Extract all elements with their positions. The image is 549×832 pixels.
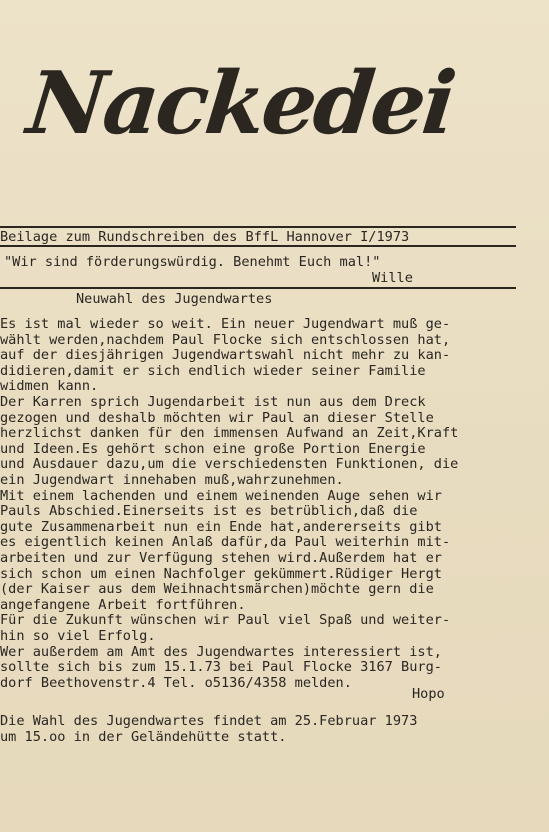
article-line: wählt werden,nachdem Paul Flocke sich entschlossen hat,	[0, 331, 451, 348]
article-line: es eigentlich keinen Anlaß dafür,da Paul weiterhin mit-	[0, 534, 451, 551]
article-signature: Hopo	[412, 686, 445, 702]
article-line: Mit einem lachenden und einem weinenden Auge sehen wir	[0, 487, 442, 504]
article-line: dorf Beethovenstr.4 Tel. o5136/4358 melden.	[0, 674, 352, 691]
article-line: auf der diesjährigen Jugendwartswahl nicht mehr zu kan-	[0, 347, 451, 364]
article-line: und Ideen.Es gehört schon eine große Portion Energie	[0, 440, 426, 457]
closing-line-1: Die Wahl des Jugendwartes findet am 25.Februar 1973	[0, 713, 418, 729]
subtitle-line: Beilage zum Rundschreiben des BffL Hannover I/1973	[0, 229, 410, 245]
top-rule	[0, 226, 516, 228]
motto-quote: "Wir sind förderungswürdig. Benehmt Euch mal!"	[4, 254, 381, 270]
article-line: Der Karren sprich Jugendarbeit ist nun aus dem Dreck	[0, 394, 426, 410]
article-line: sollte sich bis zum 15.1.73 bei Paul Flocke 3167 Burg-	[0, 659, 442, 676]
article-line: Wer außerdem am Amt des Jugendwartes interessiert ist,	[0, 643, 442, 660]
closing-line-2: um 15.oo in der Geländehütte statt.	[0, 729, 287, 745]
article-line: Pauls Abschied.Einerseits ist es betrüblich,daß die	[0, 503, 418, 520]
article-line: ein Jugendwart innehaben muß,wahrzunehmen.	[0, 472, 344, 488]
motto-rule	[0, 287, 516, 289]
masthead-title: Nackedei	[22, 53, 458, 154]
article-line: und Ausdauer dazu,um die verschiedensten Funktionen, die	[0, 456, 459, 473]
article-line: arbeiten und zur Verfügung stehen wird.Außerdem hat er	[0, 550, 442, 566]
article-line: hin so viel Erfolg.	[0, 628, 156, 644]
subtitle-rule	[0, 245, 516, 247]
motto-author: Wille	[372, 270, 413, 286]
article-line: angefangene Arbeit fortführen.	[0, 596, 246, 613]
article-line: Für die Zukunft wünschen wir Paul viel Spaß und weiter-	[0, 612, 451, 629]
article-line: sich schon um einen Nachfolger gekümmert.Rüdiger Hergt	[0, 565, 442, 582]
article-line: widmen kann.	[0, 378, 99, 395]
article-heading: Neuwahl des Jugendwartes	[76, 291, 273, 307]
article-line: gezogen und deshalb möchten wir Paul an dieser Stelle	[0, 409, 434, 426]
article-line: gute Zusammenarbeit nun ein Ende hat,andererseits gibt	[0, 518, 442, 535]
article-line: (der Kaiser aus dem Weihnachtsmärchen)möchte gern die	[0, 581, 434, 598]
article-line: Es ist mal wieder so weit. Ein neuer Jugendwart muß ge-	[0, 316, 451, 332]
article-line: didieren,damit er sich endlich wieder seiner Familie	[0, 362, 426, 379]
article-line: herzlichst danken für den immensen Aufwand an Zeit,Kraft	[0, 425, 459, 442]
